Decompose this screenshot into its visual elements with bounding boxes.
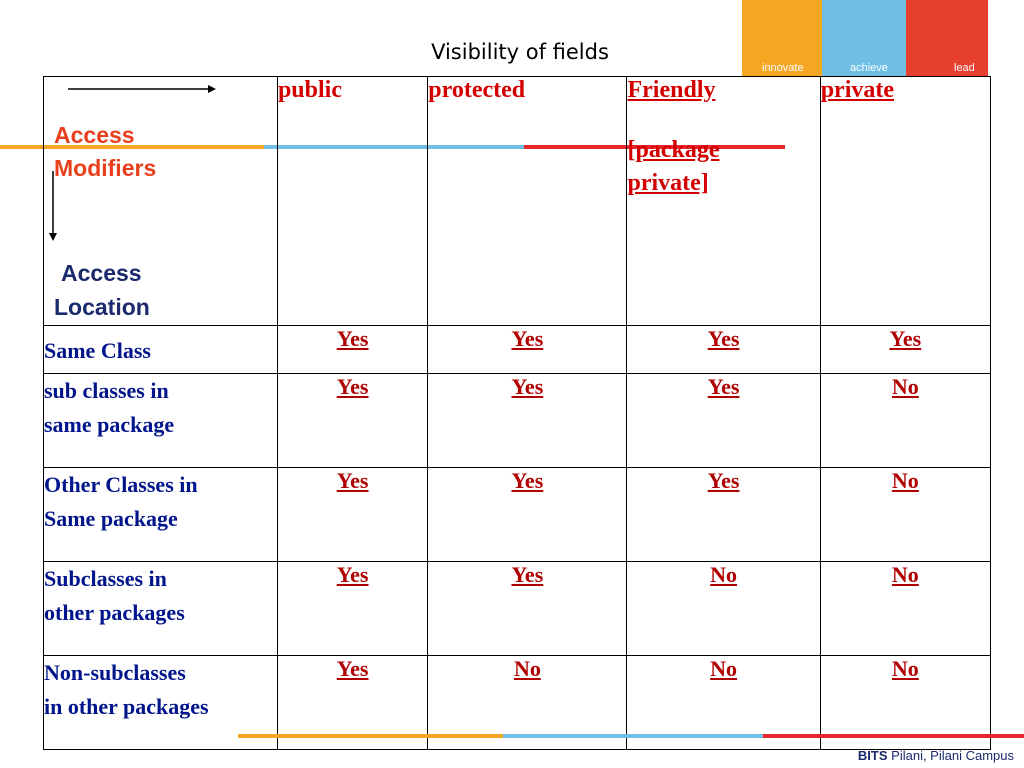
- column-header-protected: protected: [428, 77, 627, 326]
- table-cell: Yes: [428, 374, 627, 468]
- table-cell: Yes: [277, 562, 427, 656]
- table-row: [44, 374, 991, 468]
- logo-segment-lead: [906, 0, 988, 76]
- logo-segment-achieve: [822, 0, 906, 76]
- table-cell: Yes: [627, 374, 820, 468]
- table-cell: No: [627, 562, 820, 656]
- table-cell: Yes: [277, 468, 427, 562]
- table-cell: Yes: [428, 562, 627, 656]
- table-cell: Yes: [277, 326, 427, 374]
- table-cell: Yes: [428, 468, 627, 562]
- table-cell: Yes: [277, 656, 427, 750]
- footer-campus: [858, 748, 1014, 763]
- corner-cell: [44, 77, 278, 326]
- column-header-private: private: [820, 77, 990, 326]
- table-cell: No: [820, 374, 990, 468]
- logo-word-achieve: achieve: [850, 62, 888, 74]
- institution-logo: [742, 0, 988, 76]
- visibility-table: [43, 76, 991, 750]
- column-header-public: public: [277, 77, 427, 326]
- row-label: Subclasses in other packages: [44, 562, 278, 656]
- access-location-label: Access Location: [54, 260, 150, 320]
- table-cell: Yes: [428, 326, 627, 374]
- logo-word-innovate: innovate: [762, 62, 804, 74]
- table-cell: No: [820, 562, 990, 656]
- right-arrow-icon: [68, 83, 218, 95]
- row-label: Same Class: [44, 326, 278, 374]
- table-row: [44, 562, 991, 656]
- accent-line-blue-bottom: [503, 734, 763, 738]
- table-cell: Yes: [627, 326, 820, 374]
- logo-word-lead: lead: [954, 62, 975, 74]
- table-cell: Yes: [820, 326, 990, 374]
- logo-segment-innovate: [742, 0, 822, 76]
- table-cell: No: [428, 656, 627, 750]
- accent-line-red-bottom: [763, 734, 1024, 738]
- accent-line-orange-bottom: [238, 734, 503, 738]
- table-cell: Yes: [277, 374, 427, 468]
- table-cell: No: [627, 656, 820, 750]
- footer-brand: BITS: [857, 748, 888, 763]
- table-header-row: [44, 77, 991, 326]
- column-header-friendly: Friendly [package private]: [627, 77, 820, 326]
- table-cell: No: [820, 656, 990, 750]
- row-label: sub classes in same package: [44, 374, 278, 468]
- table-row: [44, 468, 991, 562]
- access-modifiers-label: Access Modifiers: [54, 122, 157, 181]
- row-label: Non-subclasses in other packages: [44, 656, 278, 750]
- footer-campus-text: Pilani, Pilani Campus: [891, 748, 1014, 763]
- slide-title: Visibility of fields: [431, 40, 609, 64]
- table-cell: No: [820, 468, 990, 562]
- table-row: [44, 326, 991, 374]
- row-label: Other Classes in Same package: [44, 468, 278, 562]
- table-cell: Yes: [627, 468, 820, 562]
